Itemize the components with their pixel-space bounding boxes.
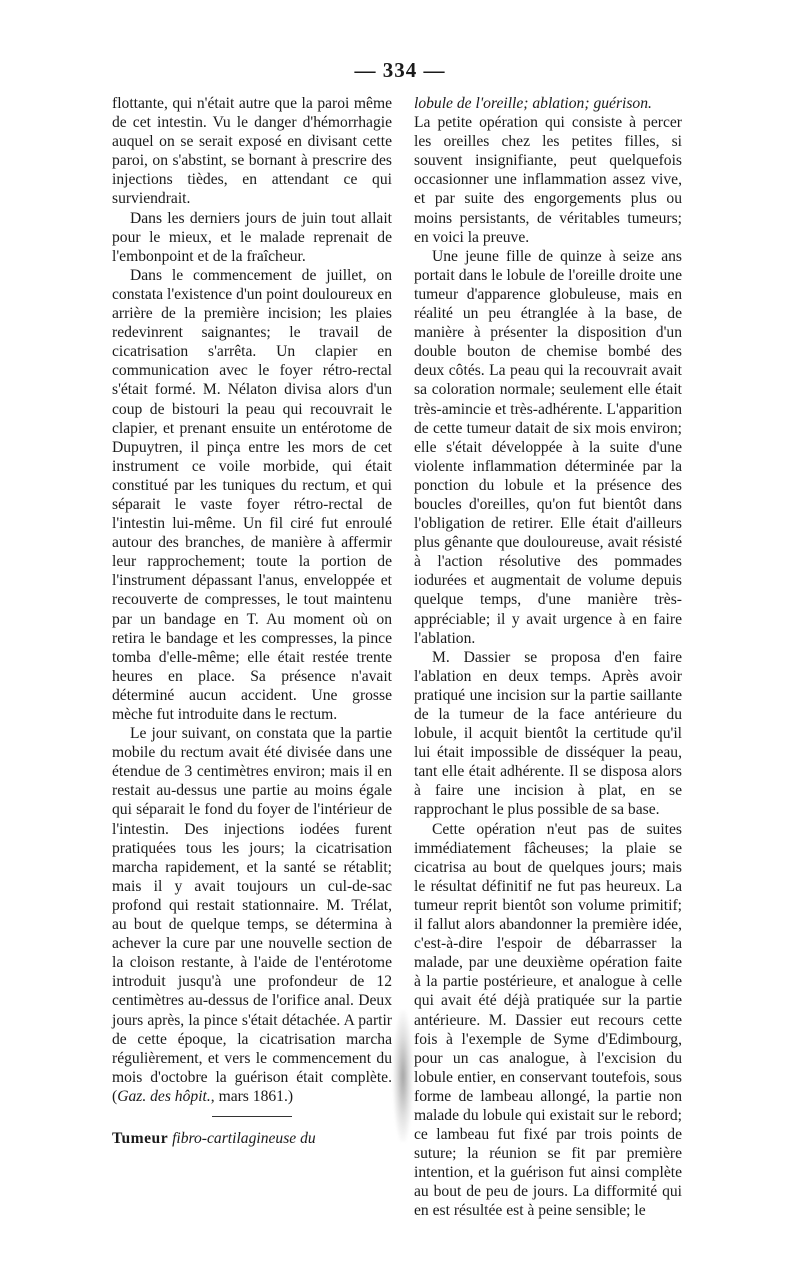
paragraph: Dans le commencement de juillet, on constata l'existence d'un point douloureux en arrière de la première incision; les plaies redevinrent saignantes; le travail de cicatrisation s'arrêta. Un clapier en communication avec le foyer rétro-rectal s'était formé. M. Nélaton divisa alors d'un coup de bistouri la peau qui recouvrait le clapier, et prenant ensuite un entérotome de Dupuytren, il pinça entre les mors de cet instrument ce voile morbide, qui était constitué par les tuniques du rectum, et qui séparait le vaste foyer rétro-rectal de l'intestin lui-même. Un fil ciré fut enroulé autour des branches, de manière à affermir leur rapprochement; toute la portion de l'instrument dépassant l'anus, enveloppée et recouverte de compresses, le tout maintenu par un bandage en T. Au moment où on retira le bandage et les compresses, la pince tomba d'elle-même; elle était restée trente heures en place. Sa présence n'avait déterminé aucun accident. Une grosse mèche fut introduite dans le rectum. (112, 266, 392, 723)
left-column (112, 94, 392, 1148)
right-column (414, 94, 682, 1221)
page-number: — 334 — (354, 58, 446, 82)
paragraph: M. Dassier se proposa d'en faire l'ablation en deux temps. Après avoir pratiqué une incision sur la partie saillante de la tumeur de la face antérieure du lobule, il acquit bientôt la certitude qu'il lui était impossible de disséquer la peau, tant elle était adhérente. Il se disposa alors à faire une incision à plat, en se rapprochant le plus possible de sa base. (414, 648, 682, 819)
citation-date: , mars 1861.) (210, 1087, 294, 1105)
paragraph: Une jeune fille de quinze à seize ans portait dans le lobule de l'oreille droite une tumeur d'apparence globuleuse, mais en réalité un peu étranglée à la base, de manière à présenter la disposition d'un double bouton de chemise bombé des deux côtés. La peau qui la recouvrait avait sa coloration normale; seulement elle était très-amincie et très-adhérente. L'apparition de cette tumeur datait de six mois environ; elle s'était développée à la suite d'une violente inflammation déterminée par la ponction du lobule et la présence des boucles d'oreilles, qu'on fut bientôt dans l'obligation de retirer. Elle était d'ailleurs plus gênante que douloureuse, avait résisté à l'action résolutive des pommades iodurées et augmentait de volume depuis quelque temps, d'une manière très-appréciable; il y avait urgence à en faire l'ablation. (414, 247, 682, 647)
heading-italic-text: fibro-cartilagineuse du (172, 1129, 316, 1147)
paragraph: Dans les derniers jours de juin tout allait pour le mieux, et le malade reprenait de l'embonpoint et de la fraîcheur. (112, 209, 392, 265)
citation-source: Gaz. des hôpit. (117, 1087, 211, 1105)
binding-smudge (393, 1010, 413, 1142)
section-heading (112, 1129, 392, 1148)
section-divider (212, 1116, 292, 1117)
section-heading-continued: lobule de l'oreille; ablation; guérison. (414, 95, 652, 112)
paragraph: Cette opération n'eut pas de suites immédiatement fâcheuses; la plaie se cicatrisa au bout de quelques jours; mais le résultat définitif ne fut pas heureux. La tumeur reprit bientôt son volume primitif; il fallut alors abandonner la première idée, c'est-à-dire l'espoir de débarrasser la malade, par une deuxième opération faite à la partie postérieure, et analogue à celle qui avait été déjà pratiquée sur la partie antérieure. M. Dassier eut recours cette fois à l'exemple de Syme d'Edimbourg, pour un cas analogue, à l'excision du lobule entier, en conservant toutefois, sous forme de lambeau allongé, la partie non malade du lobule qui existait sur le rebord; ce lambeau fut fixé par trois points de suture; la réunion se fit par première intention, et la guérison fut ainsi complète au bout de peu de jours. La difformité qui en est résultée est à peine sensible; le (414, 820, 682, 1220)
paragraph (112, 724, 392, 1106)
paragraph-text: Le jour suivant, on constata que la partie mobile du rectum avait été divisée dans une étendue de 3 centimètres environ; mais il en restait au-dessus une partie au moins égale qui séparait le fond du foyer de l'intérieur de l'intestin. Des injections iodées furent pratiquées tous les jours; la cicatrisation marcha rapidement, et la santé se rétablit; mais il y avait toujours un cul-de-sac profond qui restait stationnaire. M. Trélat, au bout de quelque temps, se détermina à achever la cure par une nouvelle section de la cloison restante, à l'aide de l'entérotome introduit jusqu'à une profondeur de 12 centimètres au-dessus de l'orifice anal. Deux jours après, la pince s'était détachée. A partir de cette époque, la cicatrisation marcha régulièrement, et vers le commencement du mois d'octobre la guérison était complète. ( (112, 725, 392, 1105)
heading-bold-word: Tumeur (112, 1129, 169, 1147)
paragraph: La petite opération qui consiste à percer les oreilles chez les petites filles, si souvent insignifiante, peut quelquefois occasionner une inflammation assez vive, et par suite des engorgements plus ou moins persistants, de véritables tumeurs; en voici la preuve. (414, 114, 682, 246)
paragraph: flottante, qui n'était autre que la paroi même de cet intestin. Vu le danger d'hémorrhagie auquel on se serait exposé en divisant cette paroi, on s'abstint, se bornant à prescrire des injections tièdes, en attendant ce qui surviendrait. (112, 95, 392, 208)
